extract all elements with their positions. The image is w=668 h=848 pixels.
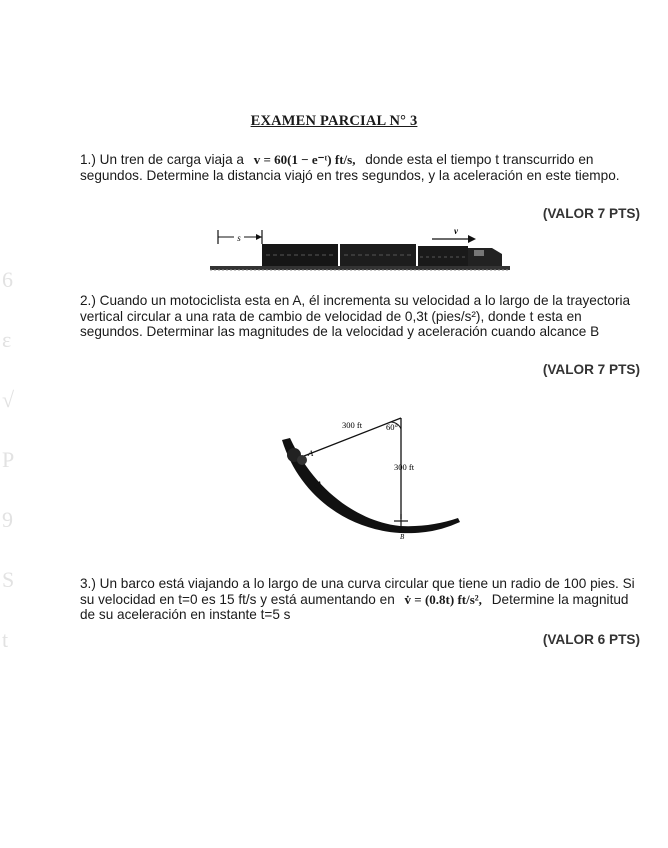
problem-3-points: (VALOR 6 PTS)	[542, 632, 640, 647]
problem-1-text	[80, 152, 635, 183]
problem-1-rest: donde esta el tiempo t transcurrido en segundos. Determine la distancia viajó en tres segundos, y la aceleración en este tiempo.	[80, 152, 620, 183]
motorcycle-figure	[270, 418, 470, 543]
train-v-label: v	[454, 226, 458, 236]
problem-3-formula: v̇ = (0.8t) ft/s²,	[404, 591, 482, 607]
problem-1-intro: 1.) Un tren de carga viaja a	[80, 152, 244, 167]
bleed-through-marks: 6 ε √ P 9 S t	[2, 267, 15, 652]
angle-label: 60°	[386, 422, 398, 432]
point-b-label: B	[400, 533, 405, 541]
train-figure	[210, 224, 520, 274]
problem-1-points: (VALOR 7 PTS)	[542, 206, 640, 221]
radius-label-2: 300 ft	[394, 462, 415, 472]
radius-label-1: 300 ft	[342, 420, 363, 430]
problem-3-intro: 3.) Un barco está viajando a lo largo de una curva circular que tiene un radio de 100 pies. Si su velocidad en t=0 es 15 ft/s y está aumentando en	[80, 576, 635, 607]
exam-title: EXAMEN PARCIAL N° 3	[250, 113, 418, 129]
problem-2-text: 2.) Cuando un motociclista esta en A, él incrementa su velocidad a lo largo de la trayectoria vertical circular a una rata de cambio de velocidad de 0,3t (pies/s²), donde t esta en segundos. Determinar las magnitudes de la velocidad y aceleración cuando alcance B	[80, 293, 631, 339]
problem-1-formula: v = 60(1 − e⁻ᵗ) ft/s,	[253, 152, 356, 167]
train-s-label: s	[237, 233, 241, 243]
problem-3-text	[80, 576, 635, 623]
problem-2-points: (VALOR 7 PTS)	[542, 362, 640, 377]
point-a-label: A	[308, 448, 314, 458]
problem-3-rest: Determine la magnitud de su aceleración en instante t=5 s	[80, 591, 629, 622]
